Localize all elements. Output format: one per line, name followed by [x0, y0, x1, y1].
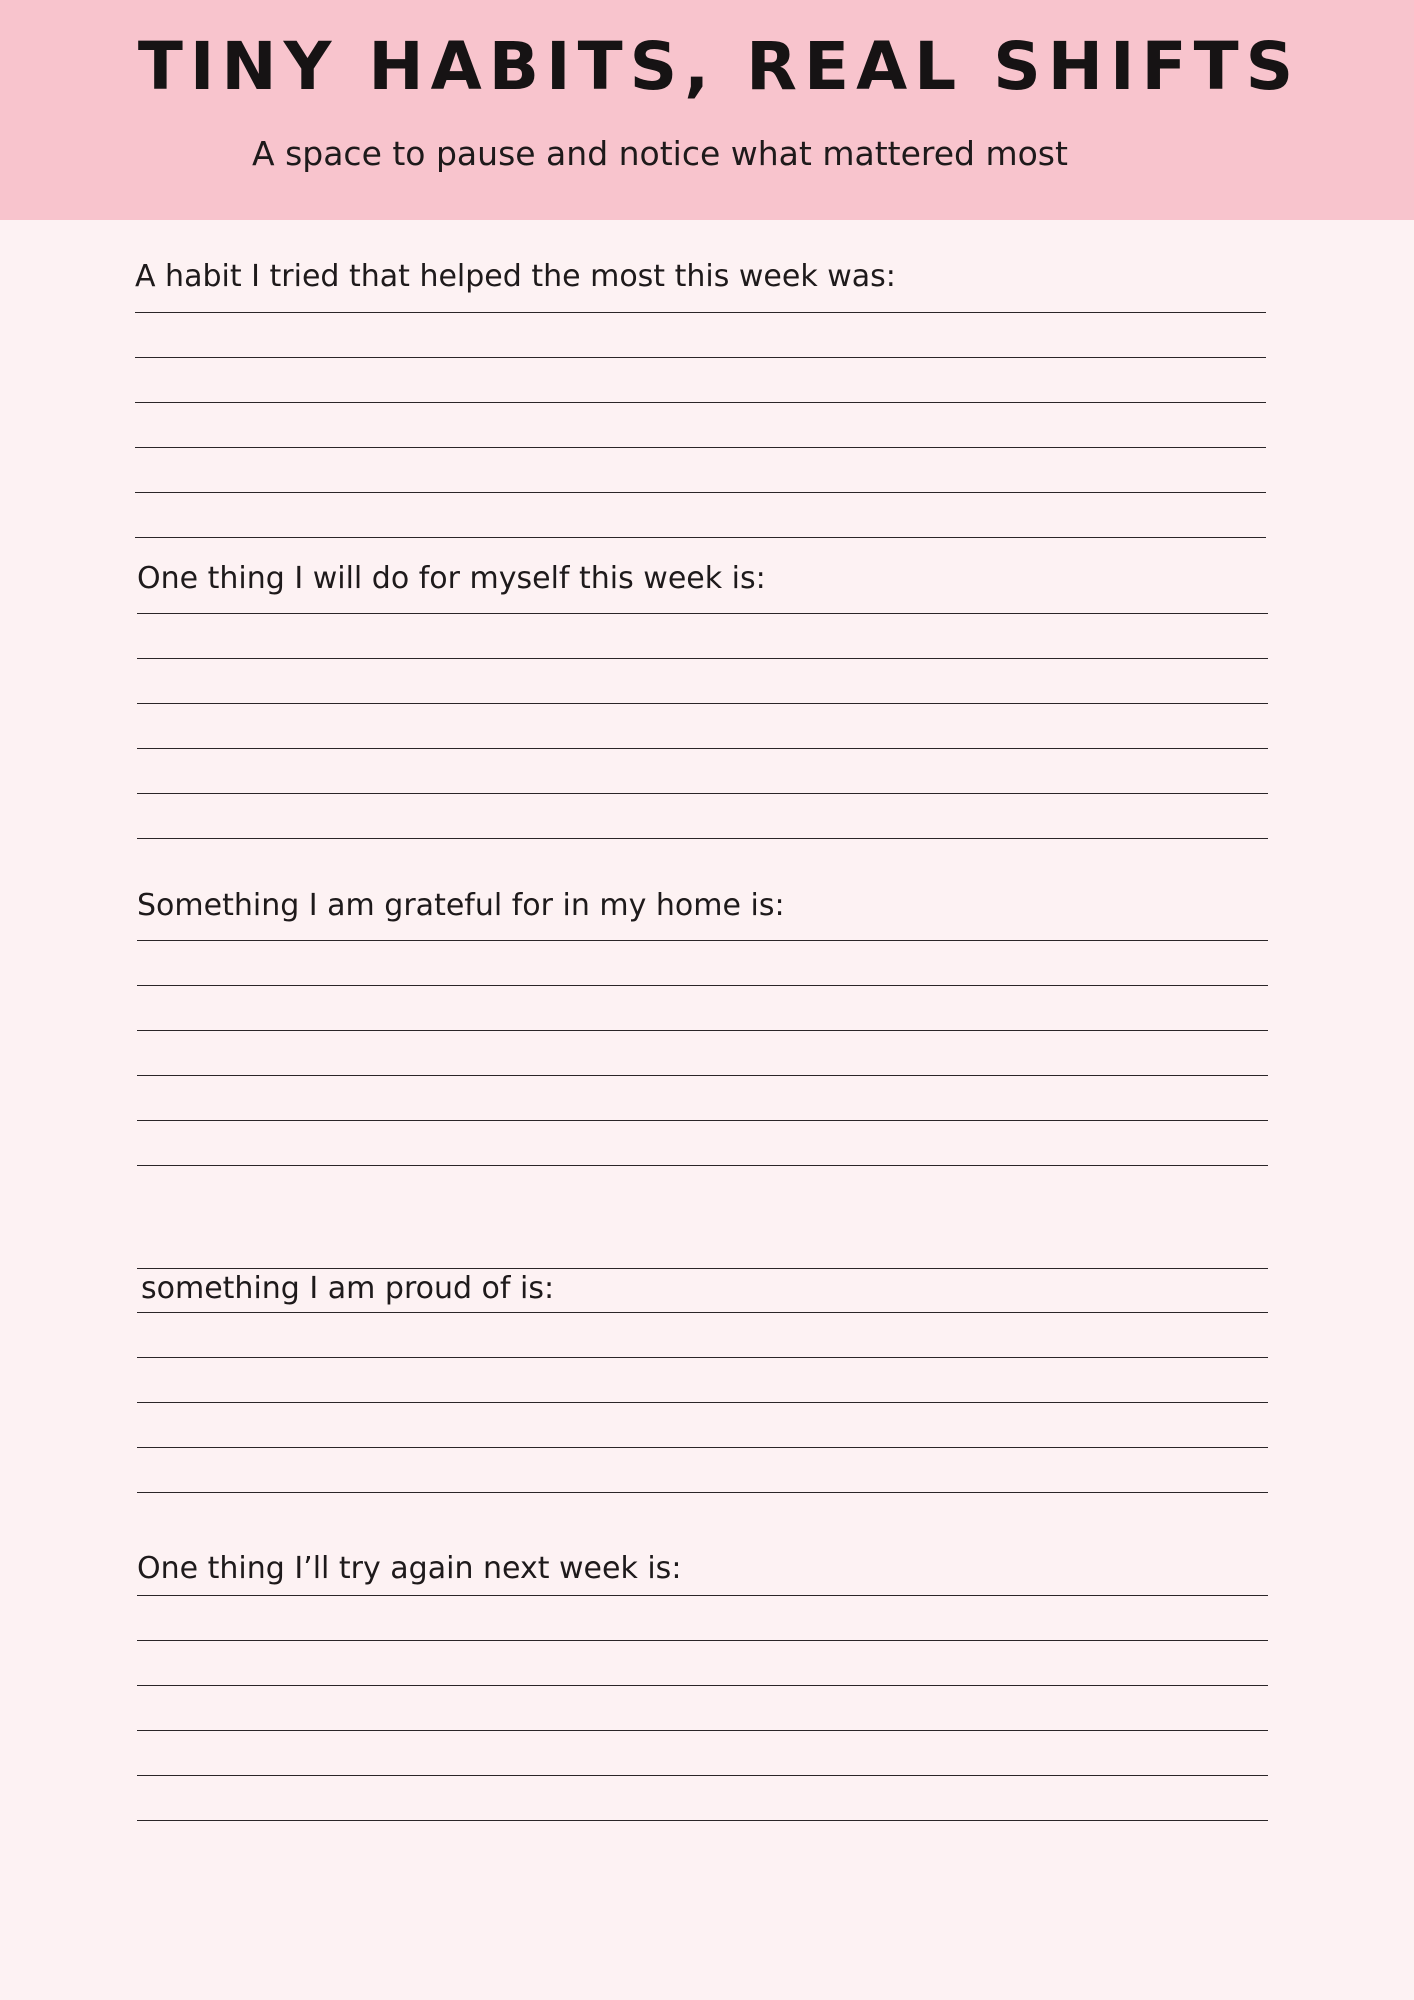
writing-line[interactable]: [137, 1595, 1268, 1596]
writing-line[interactable]: [137, 793, 1268, 794]
writing-line[interactable]: [137, 838, 1268, 839]
section-prompt-habit: A habit I tried that helped the most this week was:: [135, 259, 896, 294]
header-banner: [0, 0, 1414, 220]
writing-line[interactable]: [137, 1030, 1268, 1031]
writing-line[interactable]: [137, 1492, 1268, 1493]
writing-line[interactable]: [135, 402, 1266, 403]
writing-line[interactable]: [137, 1165, 1268, 1166]
writing-line[interactable]: [137, 1402, 1268, 1403]
section-prompt-self-care: One thing I will do for myself this week is:: [137, 561, 766, 596]
writing-line[interactable]: [137, 613, 1268, 614]
section-prompt-proud: something I am proud of is:: [141, 1271, 555, 1306]
writing-line[interactable]: [137, 1075, 1268, 1076]
writing-line[interactable]: [137, 748, 1268, 749]
writing-line[interactable]: [135, 492, 1266, 493]
writing-line[interactable]: [135, 537, 1266, 538]
section-prompt-grateful: Something I am grateful for in my home is:: [137, 888, 785, 923]
writing-line[interactable]: [137, 1312, 1268, 1313]
writing-line[interactable]: [137, 940, 1268, 941]
writing-line[interactable]: [137, 985, 1268, 986]
writing-line[interactable]: [135, 357, 1266, 358]
writing-line[interactable]: [137, 703, 1268, 704]
writing-line[interactable]: [137, 1640, 1268, 1641]
writing-line[interactable]: [137, 1775, 1268, 1776]
page-title: TINY HABITS, REAL SHIFTS: [137, 28, 1301, 105]
writing-line[interactable]: [137, 1120, 1268, 1121]
writing-line[interactable]: [137, 1447, 1268, 1448]
writing-line[interactable]: [137, 1820, 1268, 1821]
writing-line[interactable]: [137, 1357, 1268, 1358]
writing-line[interactable]: [137, 1685, 1268, 1686]
writing-line[interactable]: [137, 658, 1268, 659]
writing-line[interactable]: [135, 312, 1266, 313]
writing-line[interactable]: [135, 447, 1266, 448]
writing-line[interactable]: [137, 1730, 1268, 1731]
page-subtitle: A space to pause and notice what mattered most: [252, 134, 1068, 173]
writing-line[interactable]: [137, 1268, 1268, 1269]
section-prompt-try-again: One thing I’ll try again next week is:: [137, 1551, 682, 1586]
